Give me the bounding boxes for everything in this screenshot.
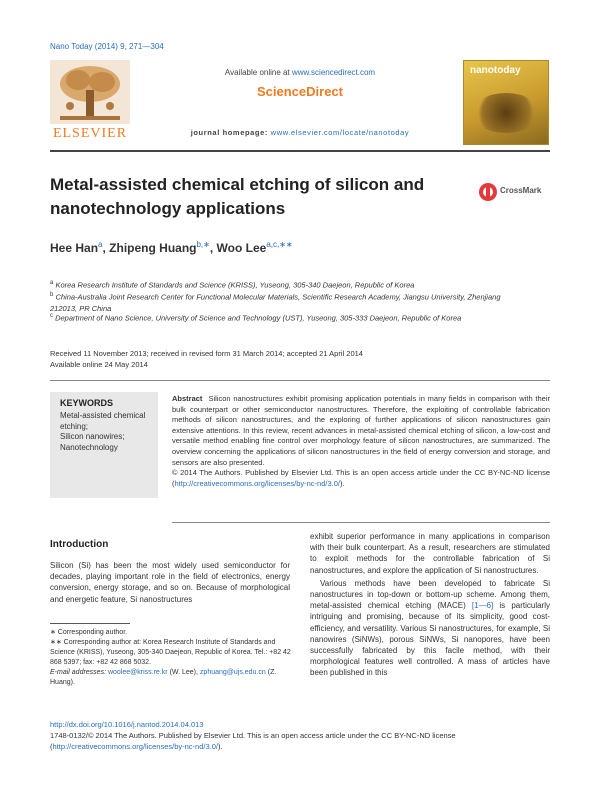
author-sup: a,c,∗∗ — [266, 240, 293, 249]
author-name[interactable]: Woo Lee — [216, 241, 267, 255]
keywords-heading: KEYWORDS — [60, 398, 114, 408]
email-link[interactable]: zphuang@ujs.edu.cn — [199, 669, 266, 676]
available-prefix: Available online at — [224, 68, 290, 77]
history-divider — [50, 380, 550, 381]
sciencedirect-link[interactable]: www.sciencedirect.com — [291, 68, 376, 77]
homepage-label: journal homepage: — [190, 128, 268, 137]
affiliation — [50, 278, 510, 291]
issn-license — [50, 730, 550, 752]
issn-text: 1748-0132/© 2014 The Authors. Published by Elsevier Ltd. This is an open access article under the CC BY-NC-ND license ( — [50, 731, 456, 751]
body-paragraph: Silicon (Si) has been the most widely used semiconductor for decades, playing important role in the field of electronics, energy conversion, energy storage, and so on. Because of morphological and energetic feature, Si nanostructures — [50, 561, 290, 604]
affiliation-sup: b — [50, 292, 54, 298]
author-sup: b,∗ — [196, 240, 210, 249]
email-label: E-mail addresses: — [50, 669, 107, 676]
citation-link[interactable]: [1—6] — [471, 601, 494, 611]
footnote-divider — [50, 623, 130, 624]
email-owner: (W. Lee), — [169, 669, 198, 676]
footnote-corresponding-address: ∗∗ Corresponding author at: Korea Research Institute of Standards and Science (KRISS), Yuseong, 305-340 Daejeon, Republic of Korea. Tel.: +82 42 868 5397; fax: +82 42 868 5032. — [50, 639, 291, 666]
author-list: Hee Han$^a$, Zhipeng Huang$^{b,∗}$, Woo Lee$^{a,c,∗∗}$ — [50, 240, 293, 255]
license-link[interactable]: http://creativecommons.org/licenses/by-nc-nd/3.0/ — [52, 742, 218, 751]
body-paragraph: exhibit superior performance in many applications in comparison with their bulk counterpart. As a result, researchers are stimulated to exploit methods for the controllable fabrication of Si nanostructures, and explore the application of Si nanostructures. — [310, 532, 550, 575]
body-paragraph — [310, 578, 550, 679]
article-footer — [50, 719, 550, 752]
keyword: Metal-assisted chemical etching; — [60, 411, 146, 431]
homepage-link[interactable]: www.elsevier.com/locate/nanotoday — [270, 128, 410, 137]
keyword: Nanotechnology — [60, 442, 118, 452]
body-column-right — [310, 531, 550, 681]
affiliation — [50, 311, 510, 324]
abstract — [172, 394, 550, 489]
sciencedirect-brand: ScienceDirect — [257, 84, 343, 99]
affiliation — [50, 290, 510, 314]
affiliation-sup: a — [50, 280, 54, 286]
author-sup: a — [98, 240, 103, 249]
available-online — [160, 68, 440, 77]
journal-citation: Nano Today (2014) 9, 271—304 — [50, 42, 164, 51]
author-name[interactable]: Hee Han — [50, 241, 99, 255]
footnote-corresponding: ∗ Corresponding author. — [50, 629, 128, 636]
license-close: ). — [340, 478, 345, 488]
license-close: ). — [218, 742, 223, 751]
email-link[interactable]: woolee@kriss.re.kr — [107, 669, 168, 676]
online-date: Available online 24 May 2014 — [50, 360, 148, 369]
received-dates: Received 11 November 2013; received in revised form 31 March 2014; accepted 21 April 2014 — [50, 349, 363, 358]
keyword: Silicon nanowires; — [60, 432, 125, 441]
abstract-license: © 2014 The Authors. Published by Elsevier Ltd. This is an open access article under the CC BY-NC-ND license ( — [172, 468, 550, 488]
affiliation-sup: c — [50, 313, 53, 319]
cover-image — [472, 93, 540, 133]
crossmark-icon[interactable] — [478, 182, 498, 202]
header-divider — [50, 150, 550, 152]
license-link[interactable]: http://creativecommons.org/licenses/by-nc-nd/3.0/ — [174, 478, 340, 488]
crossmark-label[interactable]: CrossMark — [500, 186, 542, 195]
journal-cover — [463, 60, 549, 145]
article-history — [50, 348, 550, 370]
publisher-name: ELSEVIER — [52, 126, 128, 141]
paragraph-text: Various methods have been developed to fabricate Si nanostructures in top-down or bottom-up scheme. Among them, metal-assisted chemical etching (MACE) — [310, 578, 550, 611]
affiliation-text: Korea Research Institute of Standards and Science (KRISS), Yuseong, 305-340 Daejeon, Republic of Korea — [55, 280, 415, 290]
author-name[interactable]: Zhipeng Huang — [109, 241, 197, 255]
footnotes — [50, 628, 295, 688]
doi-link[interactable]: http://dx.doi.org/10.1016/j.nantod.2014.04.013 — [50, 720, 204, 729]
email-owner: (Z. Huang). — [50, 669, 277, 686]
paragraph-text: is particularly intriguing and promising, because of its simplicity, good cost-efficiency, and versatility. Various Si nanostructures, for example, Si nanowires (SiNWs), porous SiNWs, Si nanopores, have been successfully fabricated by this facile method, with their morphological features well controlled. A mass of articles have been published in this — [310, 601, 550, 678]
body-column-left — [50, 560, 290, 607]
keywords-box — [50, 392, 158, 498]
affiliation-text: Department of Nano Science, University of Science and Technology (UST), Yuseong, 305-333 Daejeon, Republic of Korea — [55, 313, 462, 323]
section-heading-introduction: Introduction — [50, 539, 109, 550]
journal-homepage — [160, 128, 440, 137]
article-title: Metal-assisted chemical etching of silicon and nanotechnology applications — [50, 175, 425, 218]
abstract-divider — [172, 522, 550, 523]
affiliation-text: China-Australia Joint Research Center for Functional Molecular Materials, Scientific Research Academy, Jiangsu University, Zhenjiang 212013, PR China — [50, 292, 501, 313]
abstract-label: Abstract — [172, 394, 203, 403]
abstract-text: Silicon nanostructures exhibit promising application potentials in many fields in comparison with their bulk counterpart or other semiconductor nanostructures. Therefore, the exploiting of controllable fabrication methods of silicon nanostructures, and the exploring of further applications of silicon nanostructures gain extensive attentions. In this review, recent advances in metal-assisted chemical etching of silicon, a low-cost and versatile method enabling fine control over morphology feature of silicon nanostructures, are summarized. The overview concerning the applications of silicon nanostructures in the field of energy conversion and storage, and sensors are also presented. — [172, 394, 550, 467]
cover-title: nanotoday — [470, 65, 521, 76]
footnote-emails — [50, 668, 295, 688]
